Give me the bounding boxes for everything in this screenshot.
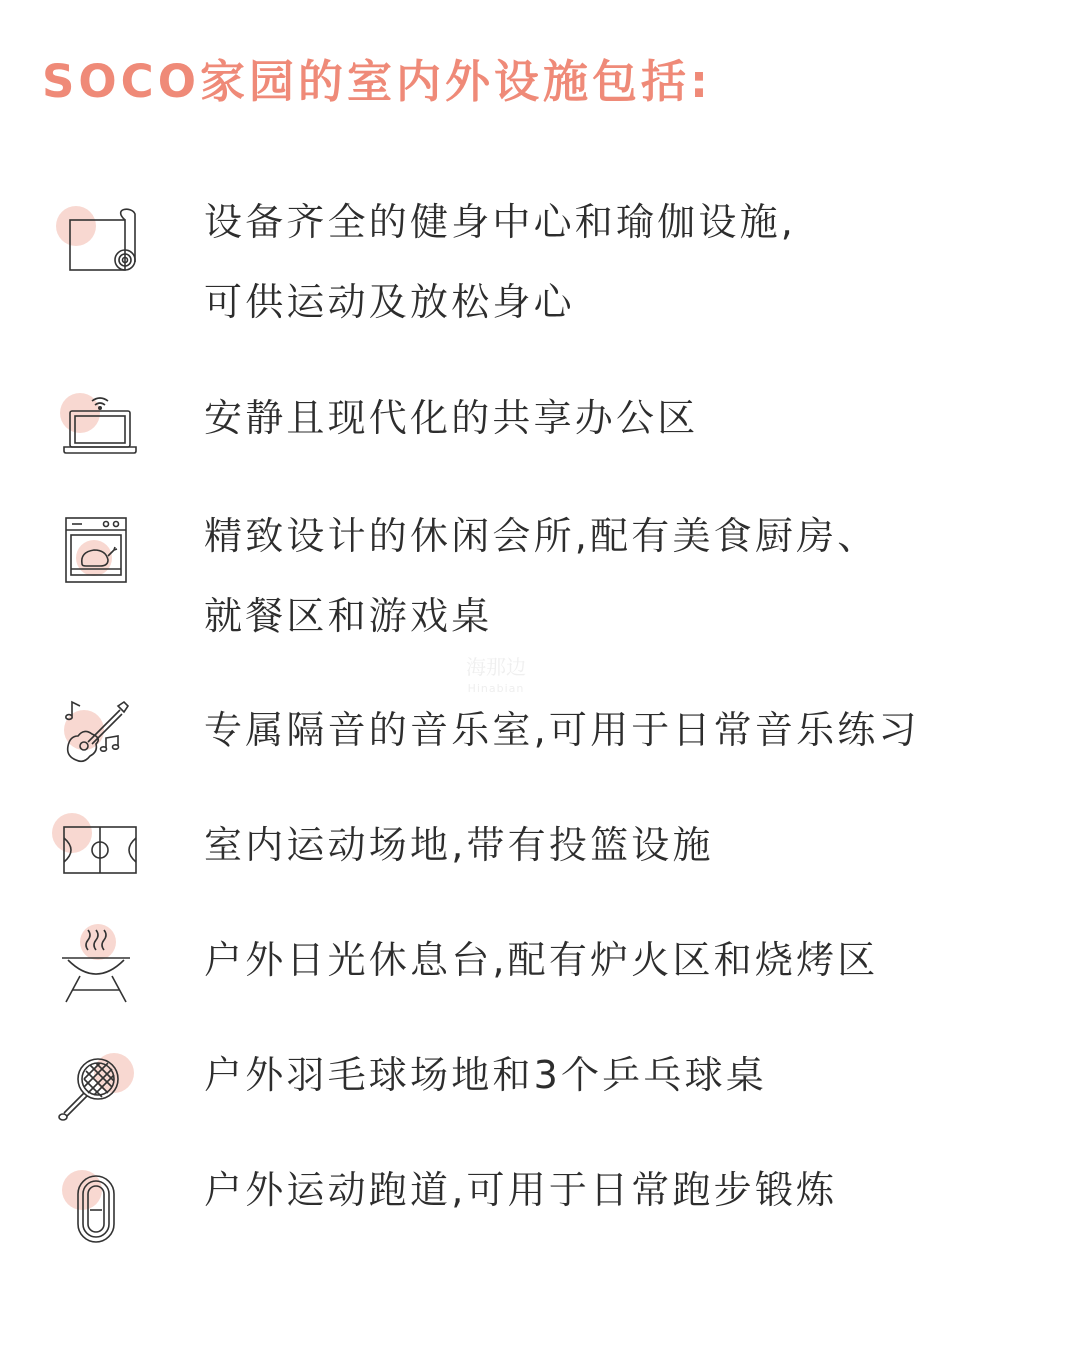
item-text-line: 设备齐全的健身中心和瑜伽设施, xyxy=(204,200,797,244)
yoga-mat-icon xyxy=(50,198,140,288)
running-track-icon xyxy=(50,1160,140,1250)
item-text-line: 就餐区和游戏桌 xyxy=(204,594,493,638)
page-title: SOCO家园的室内外设施包括: xyxy=(42,55,712,108)
item-text-line: 安静且现代化的共享办公区 xyxy=(204,396,699,440)
item-text-line: 户外运动跑道,可用于日常跑步锻炼 xyxy=(204,1168,838,1212)
grill-icon xyxy=(50,920,140,1010)
item-text-line: 户外羽毛球场地和3个乒乓球桌 xyxy=(204,1053,767,1097)
watermark-sub: Hinabian xyxy=(467,682,525,695)
item-text-line: 户外日光休息台,配有炉火区和烧烤区 xyxy=(204,938,879,982)
watermark-main: 海那边 xyxy=(466,655,526,679)
item-text-line: 室内运动场地,带有投篮设施 xyxy=(204,823,714,867)
racket-icon xyxy=(50,1033,140,1123)
item-text-line: 专属隔音的音乐室,可用于日常音乐练习 xyxy=(204,708,920,752)
guitar-music-icon xyxy=(50,690,140,780)
basketball-court-icon xyxy=(50,805,140,895)
laptop-wifi-icon xyxy=(50,383,140,473)
item-text-line: 精致设计的休闲会所,配有美食厨房、 xyxy=(204,514,879,558)
item-text-line: 可供运动及放松身心 xyxy=(204,280,575,324)
oven-icon xyxy=(50,508,140,598)
